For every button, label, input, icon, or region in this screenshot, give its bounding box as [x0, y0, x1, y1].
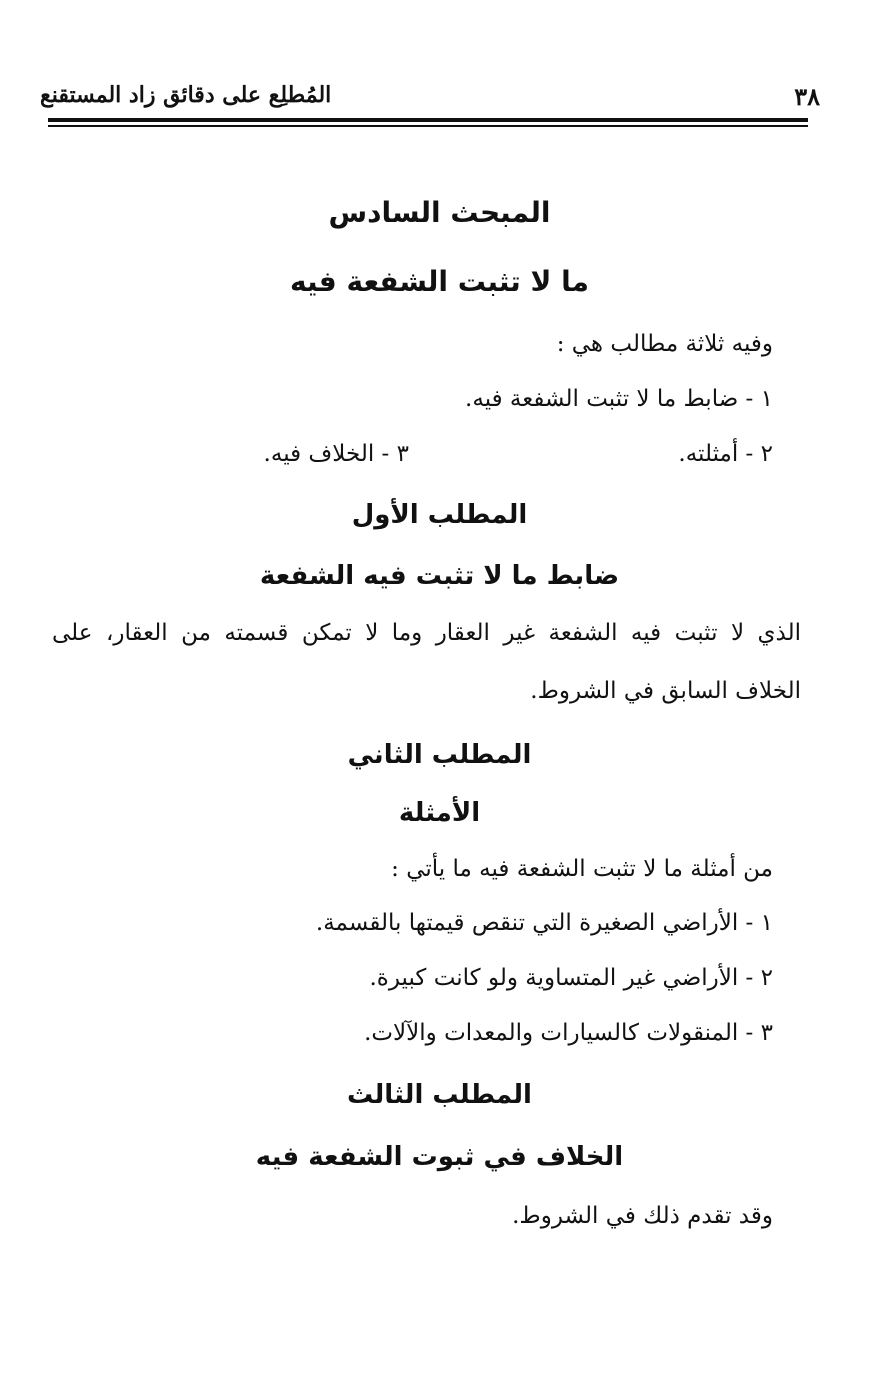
matlab2-heading: المطلب الثاني	[347, 740, 532, 770]
matlab1-text-line2: الخلاف السابق في الشروط.	[530, 678, 801, 704]
matlab2-subheading: الأمثلة	[398, 798, 481, 828]
matlab3-text: وقد تقدم ذلك في الشروط.	[512, 1203, 773, 1229]
matlab2-item-2: ٢ - الأراضي غير المتساوية ولو كانت كبيرة.	[369, 965, 773, 991]
section-subheading: ما لا تثبت الشفعة فيه	[290, 265, 589, 298]
matlab2-intro: من أمثلة ما لا تثبت الشفعة فيه ما يأتي :	[391, 856, 773, 882]
running-header-title: المُطلِع على دقائق زاد المستقنع	[40, 82, 332, 108]
page-number: ٣٨	[794, 82, 820, 111]
matlab3-subheading: الخلاف في ثبوت الشفعة فيه	[255, 1142, 624, 1172]
section-item-2: ٢ - أمثلته.	[678, 441, 773, 467]
section-heading: المبحث السادس	[328, 196, 551, 229]
matlab1-subheading: ضابط ما لا تثبت فيه الشفعة	[259, 561, 620, 591]
matlab1-heading: المطلب الأول	[351, 500, 528, 530]
matlab2-item-3: ٣ - المنقولات كالسيارات والمعدات والآلات.	[364, 1020, 773, 1046]
section-item-1: ١ - ضابط ما لا تثبت الشفعة فيه.	[465, 386, 773, 412]
matlab3-heading: المطلب الثالث	[347, 1080, 532, 1110]
section-item-3: ٣ - الخلاف فيه.	[263, 441, 409, 467]
header-rule-thick	[48, 118, 808, 122]
section-intro: وفيه ثلاثة مطالب هي :	[556, 331, 773, 357]
header-rule-thin	[48, 125, 808, 127]
matlab2-item-1: ١ - الأراضي الصغيرة التي تنقص قيمتها بالقسمة.	[315, 910, 773, 936]
matlab1-text-line1: الذي لا تثبت فيه الشفعة غير العقار وما لا تمكن قسمته من العقار، على	[52, 620, 801, 646]
